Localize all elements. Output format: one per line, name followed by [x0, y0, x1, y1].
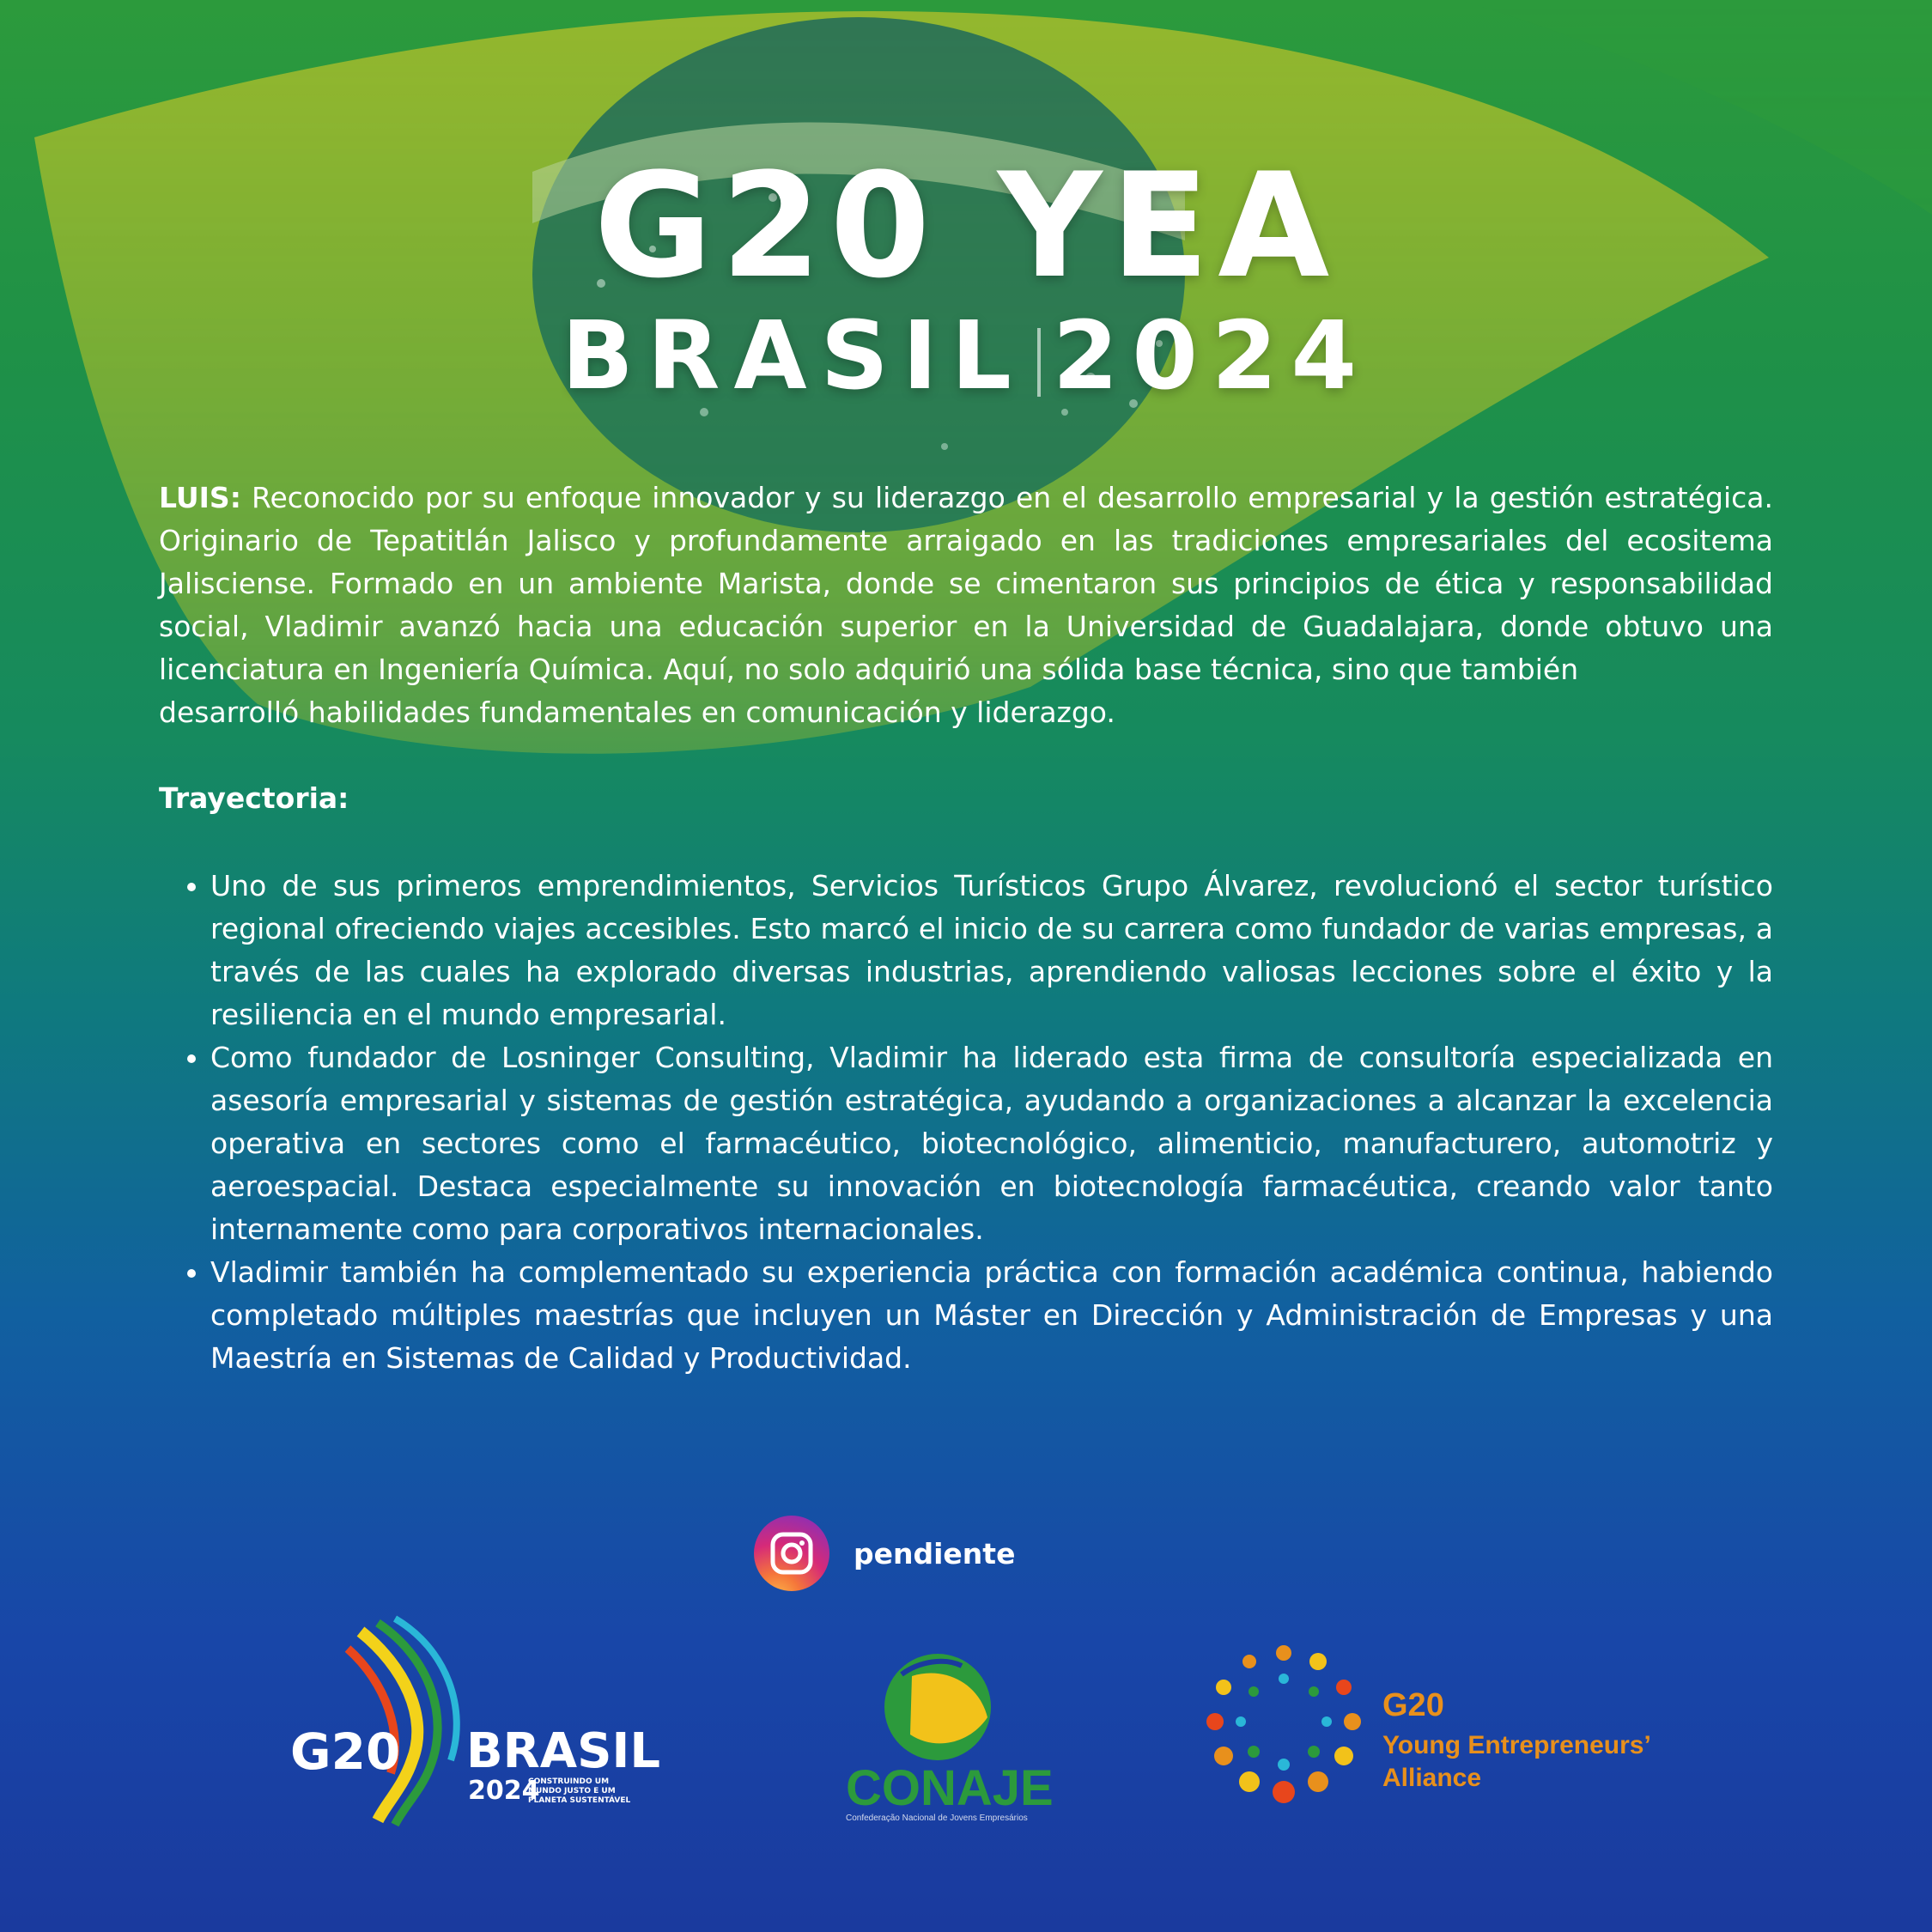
subtitle-divider — [1037, 328, 1041, 397]
g20-brasil-g20: G20 — [290, 1722, 401, 1781]
g20-brasil-year: 2024 — [468, 1776, 540, 1806]
conaje-logo — [846, 1654, 1054, 1823]
g20-brasil-logo — [290, 1619, 660, 1825]
main-content — [159, 477, 1773, 1380]
sponsor-logos — [0, 1614, 1932, 1838]
conaje-tagline: Confederação Nacional de Jovens Empresários — [846, 1814, 1028, 1823]
bio-text: Reconocido por su enfoque innovador y su liderazgo en el desarrollo empresarial y la gestión estratégica. Originario de Tepatitlán Jalisco y profundamente arraigado en las tradiciones empresariales del ecositema Jalisciense. Formado en un ambiente Marista, donde se cimentaron sus principios de ética y responsabilidad social, Vladimir avanzó hacia una educación superior en la Universidad de Guadalajara, donde obtuvo una licenciatura en Ingeniería Química. Aquí, no solo adquirió una sólida base técnica, sino que también — [159, 481, 1773, 686]
g20-brasil-tagline-3: PLANETA SUSTENTÁVEL — [528, 1796, 631, 1805]
g20-brasil-country: BRASIL — [466, 1723, 660, 1779]
instagram-icon[interactable] — [754, 1516, 829, 1591]
yea-line-2: Young Entrepreneurs’ — [1382, 1731, 1651, 1759]
list-item: • Como fundador de Losninger Consulting, Vladimir ha liderado esta firma de consultoría especializada en asesoría empresarial y sistemas de gestión estratégica, ayudando a organizaciones a alcanzar la excelencia operativa en sectores como el farmacéutico, biotecnológico, alimenticio, manufacturero, automotriz y aeroespacial. Destaca especialmente su innovación en biotecnología farmacéutica, creando valor tanto internamente como para corporativos internacionales. — [210, 1036, 1773, 1251]
page-title: G20 YEA — [593, 142, 1339, 310]
social-link[interactable] — [754, 1516, 1015, 1591]
yea-line-3: Alliance — [1382, 1764, 1482, 1792]
bio-paragraph — [159, 477, 1773, 734]
trajectory-title: Trayectoria: — [159, 781, 349, 815]
yea-line-1: G20 — [1382, 1687, 1444, 1723]
subtitle-year: 2024 — [1052, 301, 1371, 410]
g20-brasil-tagline-1: CONSTRUINDO UM — [528, 1777, 610, 1786]
yea-logo — [1206, 1645, 1651, 1803]
page-subtitle — [0, 301, 1932, 410]
g20-brasil-tagline-2: MUNDO JUSTO E UM — [528, 1787, 616, 1795]
bio-text-last: desarrolló habilidades fundamentales en comunicación y liderazgo. — [159, 696, 1115, 729]
subtitle-country: BRASIL — [561, 301, 1025, 410]
conaje-name: CONAJE — [846, 1760, 1054, 1816]
list-item: • Uno de sus primeros emprendimientos, Servicios Turísticos Grupo Álvarez, revolucionó el sector turístico regional ofreciendo viajes accesibles. Esto marcó el inicio de su carrera como fundador de varias empresas, a través de las cuales ha explorado diversas industrias, aprendiendo valiosas lecciones sobre el éxito y la resiliencia en el mundo empresarial. — [210, 865, 1773, 1036]
trajectory-list — [159, 865, 1773, 1380]
social-handle[interactable]: pendiente — [854, 1536, 1016, 1571]
list-item: • Vladimir también ha complementado su experiencia práctica con formación académica continua, habiendo completado múltiples maestrías que incluyen un Máster en Dirección y Administración de Empresas y una Maestría en Sistemas de Calidad y Productividad. — [210, 1251, 1773, 1380]
bio-name-label: LUIS: — [159, 481, 241, 514]
